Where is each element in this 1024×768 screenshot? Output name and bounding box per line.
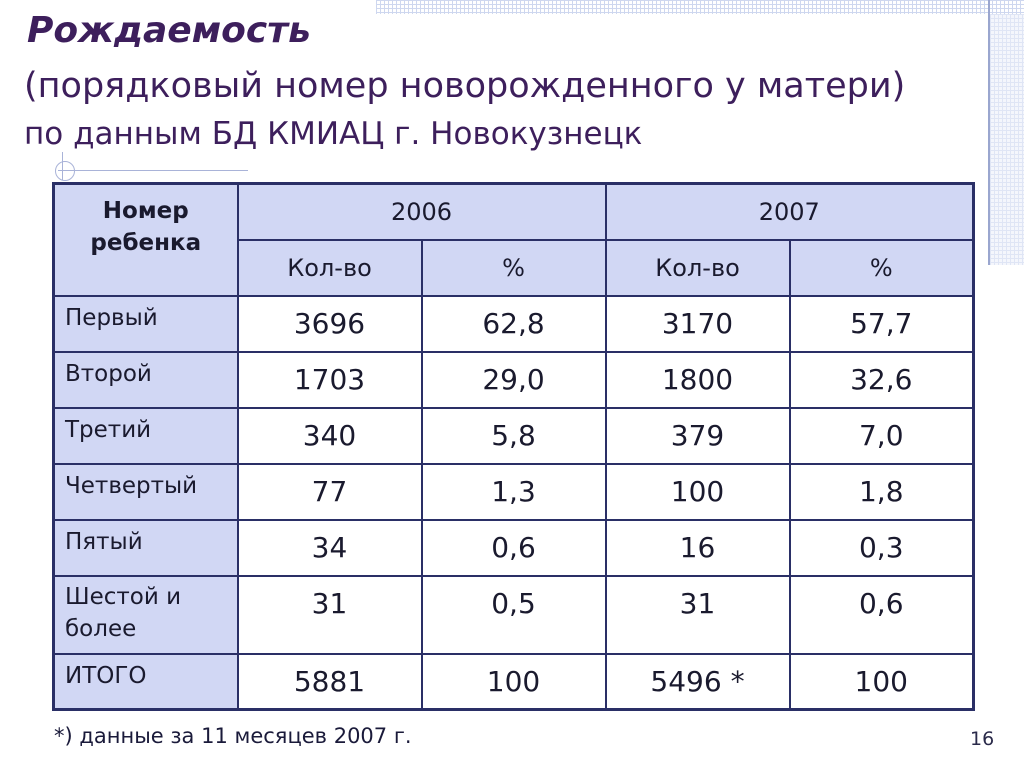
cell-value: 379 — [606, 408, 790, 464]
table-row — [54, 464, 974, 520]
year-header-2006: 2006 — [238, 184, 606, 240]
cell-value: 340 — [238, 408, 422, 464]
decorative-grid-right — [990, 14, 1024, 265]
cell-value: 0,6 — [790, 576, 974, 654]
cell-value: 3696 — [238, 296, 422, 352]
cell-value: 0,5 — [422, 576, 606, 654]
cell-value: 0,3 — [790, 520, 974, 576]
year-header-2007: 2007 — [606, 184, 974, 240]
cell-value: 62,8 — [422, 296, 606, 352]
cell-value: 34 — [238, 520, 422, 576]
slide-title: Рождаемость — [27, 10, 311, 51]
slide-subtitle: (порядковый номер новорожденного у матери) — [24, 66, 906, 106]
cell-value: 31 — [238, 576, 422, 654]
cell-value: 16 — [606, 520, 790, 576]
row-label: Шестой и более — [54, 576, 238, 654]
cell-value: 57,7 — [790, 296, 974, 352]
row-label: Четвертый — [54, 464, 238, 520]
cell-value: 32,6 — [790, 352, 974, 408]
cell-value: 1,8 — [790, 464, 974, 520]
slide-source: по данным БД КМИАЦ г. Новокузнецк — [24, 116, 643, 152]
table-row — [54, 520, 974, 576]
cell-value: 7,0 — [790, 408, 974, 464]
row-label: Пятый — [54, 520, 238, 576]
footnote: *) данные за 11 месяцев 2007 г. — [54, 724, 412, 748]
table-row — [54, 576, 974, 654]
cell-value: 1800 — [606, 352, 790, 408]
table-row — [54, 296, 974, 352]
sub-header-count-2007: Кол-во — [606, 240, 790, 296]
decorative-line-right — [988, 0, 990, 265]
cell-value: 100 — [790, 654, 974, 710]
row-label: Первый — [54, 296, 238, 352]
decorative-circle — [55, 161, 75, 181]
cell-value: 1,3 — [422, 464, 606, 520]
decorative-line-left — [58, 170, 248, 171]
cell-value: 5881 — [238, 654, 422, 710]
decorative-grid-top — [376, 0, 1024, 14]
corner-header: Номер ребенка — [54, 184, 238, 296]
sub-header-percent-2007: % — [790, 240, 974, 296]
cell-value: 100 — [606, 464, 790, 520]
page-number: 16 — [970, 728, 995, 750]
cell-value: 31 — [606, 576, 790, 654]
sub-header-percent-2006: % — [422, 240, 606, 296]
table-row-total — [54, 654, 974, 710]
births-table — [52, 182, 975, 711]
table-row — [54, 408, 974, 464]
cell-value: 5496 * — [606, 654, 790, 710]
sub-header-count-2006: Кол-во — [238, 240, 422, 296]
cell-value: 5,8 — [422, 408, 606, 464]
table-row — [54, 352, 974, 408]
row-label: Третий — [54, 408, 238, 464]
cell-value: 100 — [422, 654, 606, 710]
cell-value: 77 — [238, 464, 422, 520]
row-label: Второй — [54, 352, 238, 408]
cell-value: 29,0 — [422, 352, 606, 408]
row-label-total: ИТОГО — [54, 654, 238, 710]
decorative-cross-line — [62, 152, 63, 180]
cell-value: 1703 — [238, 352, 422, 408]
cell-value: 0,6 — [422, 520, 606, 576]
cell-value: 3170 — [606, 296, 790, 352]
